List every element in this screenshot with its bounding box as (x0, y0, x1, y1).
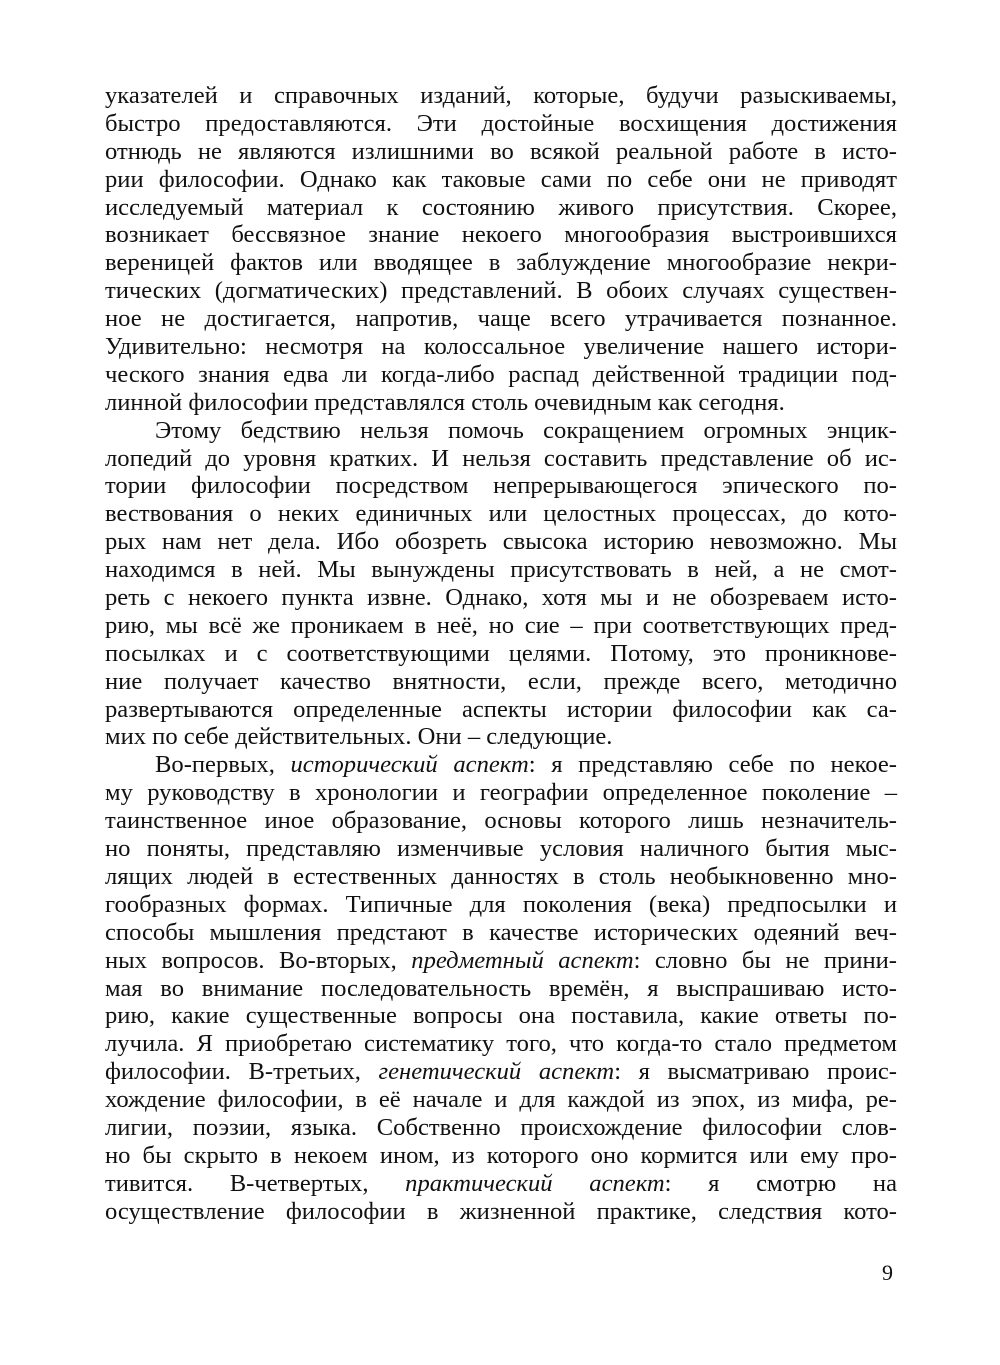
italic-term: практический аспект (405, 1169, 665, 1197)
text-line: Удивительно: несмотря на колоссальное увеличение нашего истори- (105, 333, 897, 361)
text-line: таинственное иное образование, основы которого лишь незначитель- (105, 807, 897, 835)
italic-term: исторический аспект (290, 751, 529, 779)
text-line: Этому бедствию нельзя помочь сокращением огромных энцик- (155, 416, 897, 444)
text-line: рых нам нет дела. Ибо обозреть свысока историю невозможно. Мы (105, 528, 897, 556)
text-line: мая во внимание последовательность времён, я выспрашиваю исто- (105, 974, 897, 1002)
text-line: лопедий до уровня кратких. И нельзя составить представление об ис- (105, 444, 897, 472)
text-line: рию, какие существенные вопросы она поставила, какие ответы по- (105, 1002, 897, 1030)
text-line: философии. В-третьих, генетический аспект: я высматриваю проис- (105, 1058, 897, 1086)
text-line: тических (догматических) представлений. В обоих случаях существен- (105, 277, 897, 305)
text-line: му руководству в хронологии и географии определенное поколение – (105, 779, 897, 807)
text-line: исследуемый материал к состоянию живого присутствия. Скорее, (105, 193, 897, 221)
text-line: способы мышления предстают в качестве исторических одеяний веч- (105, 918, 897, 946)
text-line: ческого знания едва ли когда-либо распад действенной традиции под- (105, 360, 897, 388)
text-line: рию, мы всё же проникаем в неё, но сие – при соответствующих пред- (105, 611, 897, 639)
document-body (105, 82, 897, 1226)
text-line: ное не достигается, напротив, чаще всего утрачивается познанное. (105, 305, 897, 333)
text-line: быстро предоставляются. Эти достойные восхищения достижения (105, 109, 897, 137)
text-line: лигии, поэзии, языка. Собственно происхождение философии слов- (105, 1113, 897, 1141)
italic-term: предметный аспект (411, 946, 634, 974)
text-line: реть с некоего пункта извне. Однако, хотя мы и не обозреваем исто- (105, 584, 897, 612)
text-line: тории философии посредством непрерывающегося эпического по- (105, 472, 897, 500)
text-line: осуществление философии в жизненной практике, следствия кото- (105, 1197, 897, 1225)
text-line: гообразных формах. Типичные для поколения (века) предпосылки и (105, 890, 897, 918)
text-line: посылках и с соответствующими целями. Потому, это проникнове- (105, 639, 897, 667)
text-line: возникает бессвязное знание некоего многообразия выстроившихся (105, 221, 897, 249)
text-line: ние получает качество внятности, если, прежде всего, методично (105, 667, 897, 695)
text-line: лящих людей в естественных данностях в столь необыкновенно мно- (105, 862, 897, 890)
text-line: Во-первых, исторический аспект: я представляю себе по некое- (155, 751, 897, 779)
text-line: но поняты, представляю изменчивые условия наличного бытия мыс- (105, 835, 897, 863)
text-line: развертываются определенные аспекты истории философии как са- (105, 695, 897, 723)
text-line: линной философии представлялся столь очевидным как сегодня. (105, 388, 785, 416)
page-number: 9 (882, 1260, 893, 1285)
text-line: хождение философии, в её начале и для каждой из эпох, из мифа, ре- (105, 1086, 897, 1114)
text-line: отнюдь не являются излишними во всякой реальной работе в исто- (105, 137, 897, 165)
italic-term: генетический аспект (378, 1058, 615, 1086)
text-line: ных вопросов. Во-вторых, предметный аспект: словно бы не прини- (105, 946, 897, 974)
text-line: вествования о неких единичных или целостных процессах, до кото- (105, 500, 897, 528)
text-line: мих по себе действительных. Они – следующие. (105, 723, 613, 751)
text-line: вереницей фактов или вводящее в заблуждение многообразие некри- (105, 249, 897, 277)
text-line: тивится. В-четвертых, практический аспект: я смотрю на (105, 1169, 898, 1197)
text-line: рии философии. Однако как таковые сами по себе они не приводят (105, 165, 897, 193)
text-line: находимся в ней. Мы вынуждены присутствовать в ней, а не смот- (105, 556, 897, 584)
text-line: но бы скрыто в некоем ином, из которого оно кормится или ему про- (105, 1141, 897, 1169)
text-line: лучила. Я приобретаю систематику того, что когда-то стало предметом (105, 1030, 897, 1058)
text-line: указателей и справочных изданий, которые, будучи разыскиваемы, (105, 82, 897, 109)
